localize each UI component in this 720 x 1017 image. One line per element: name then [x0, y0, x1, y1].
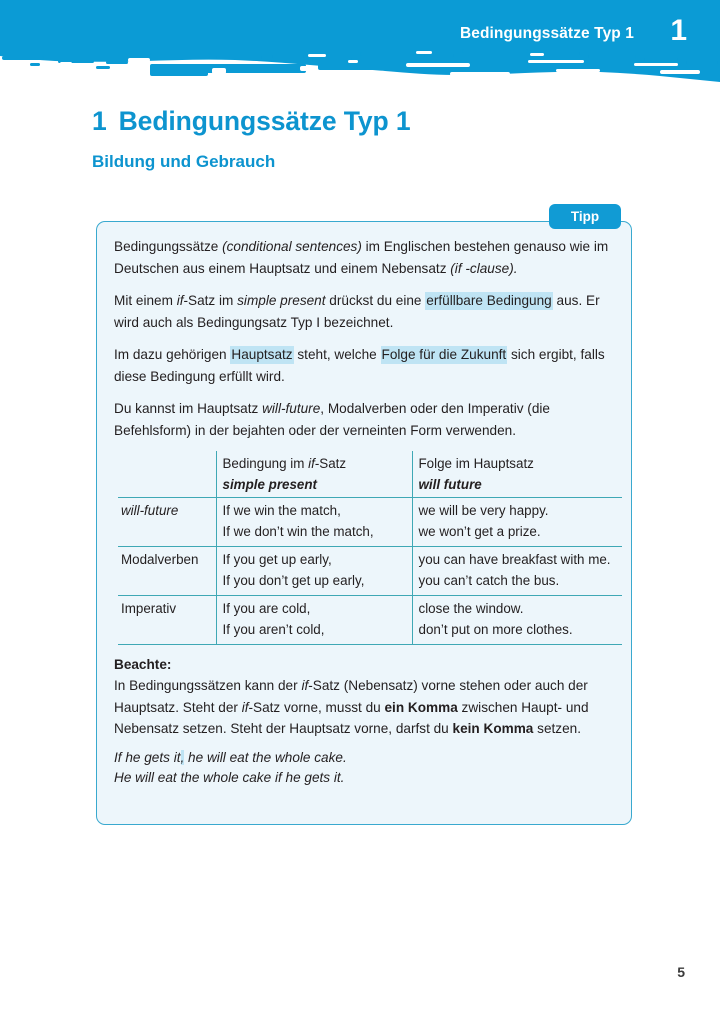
text-run: aus. Er wird auch als Bedingungsatz Typ I bezeichnet. — [114, 293, 600, 330]
text-run: Mit einem — [114, 293, 177, 308]
paragraph-forms — [114, 398, 614, 441]
table-header-empty — [118, 451, 216, 498]
cell-line: If you are cold, — [222, 601, 311, 616]
row-label: Imperativ — [118, 596, 216, 645]
conditional-rules-table — [118, 451, 622, 645]
cell-line: you can’t catch the bus. — [418, 572, 560, 588]
row-label: Modalverben — [118, 547, 216, 596]
table-header-if-clause — [216, 451, 412, 498]
tipp-badge: Tipp — [549, 204, 621, 229]
row-main-cell — [412, 596, 622, 645]
beachte-block — [114, 655, 614, 788]
text-run-bold: ein Komma — [384, 699, 458, 715]
example-sentence-2: He will eat the whole cake if he gets it. — [114, 769, 345, 785]
text-run: im Englischen bestehen genauso wie im Deutschen aus einem Hauptsatz und einem Nebensatz — [114, 239, 609, 276]
header-brush-band — [0, 0, 720, 100]
header-chapter-number: 1 — [670, 14, 687, 47]
text-run-italic: if — [176, 293, 184, 308]
table-header-main-clause — [412, 451, 622, 498]
text-run: -Satz vorne, musst du — [248, 699, 385, 715]
cell-line: If you get up early, — [222, 552, 332, 567]
text-run: Bedingungssätze — [114, 239, 223, 254]
table-header-row — [118, 451, 622, 498]
cell-line: you can have breakfast with me. — [418, 552, 611, 567]
beachte-label: Beachte: — [114, 657, 172, 672]
highlight-folge-fuer-die-zukunft: Folge für die Zukunft — [381, 347, 507, 362]
page-subtitle: Bildung und Gebrauch — [92, 152, 276, 171]
highlight-comma: , — [180, 749, 185, 765]
paragraph-if-clause — [114, 290, 614, 333]
cell-line: don’t put on more clothes. — [418, 621, 573, 637]
highlight-erfuellbare-bedingung: erfüllbare Bedingung — [426, 293, 552, 308]
text-run: , Modalverben oder den Imperativ (die Befehlsform) in der bejahten oder der verneinten Form verwenden. — [114, 401, 550, 438]
paragraph-definition — [114, 236, 614, 279]
text-run: steht, welche — [293, 347, 381, 362]
text-run: -Satz — [314, 456, 347, 471]
text-run-italic: if — [308, 456, 315, 471]
beachte-text — [114, 675, 614, 740]
row-if-cell — [216, 547, 412, 596]
cell-line: close the window. — [418, 601, 524, 616]
paragraph-main-clause — [114, 344, 614, 387]
text-run-italic: (if -clause). — [450, 260, 518, 276]
page-title-number: 1 — [92, 106, 107, 136]
text-run: setzen. — [533, 721, 581, 736]
table-row — [118, 547, 622, 596]
text-run-italic: if — [301, 678, 309, 693]
row-label: will-future — [118, 498, 216, 547]
text-run: -Satz im — [183, 293, 238, 308]
text-run: Bedingung im — [222, 456, 309, 471]
text-run-bold: kein Komma — [452, 721, 534, 736]
row-if-cell — [216, 596, 412, 645]
header-line-1: Folge im Hauptsatz — [418, 456, 534, 471]
page-title — [92, 106, 411, 137]
row-main-cell — [412, 498, 622, 547]
text-run-italic: (conditional sentences) — [222, 239, 362, 254]
text-run-italic: simple present — [237, 293, 326, 308]
page-number: 5 — [677, 964, 685, 980]
text-run: he will eat the whole cake. — [184, 749, 347, 765]
header-line-2: simple present — [222, 476, 318, 492]
example-sentence-1 — [114, 748, 614, 768]
text-run-italic: if — [241, 699, 249, 715]
header-title: Bedingungssätze Typ 1 — [459, 25, 634, 42]
row-main-cell — [412, 547, 622, 596]
text-run-italic: will-future — [262, 401, 321, 416]
tipp-content-box — [96, 221, 632, 825]
text-run: Du kannst im Hauptsatz — [114, 401, 263, 416]
highlight-hauptsatz: Hauptsatz — [231, 347, 293, 362]
cell-line: If you don’t get up early, — [222, 572, 365, 588]
cell-line: If you aren’t cold, — [222, 621, 325, 637]
text-run: sich ergibt, falls diese Bedingung erfüllt wird. — [114, 347, 605, 384]
header-line-1 — [223, 454, 406, 475]
text-run: drückst du eine — [325, 293, 426, 308]
table-row — [118, 596, 622, 645]
text-run: Im dazu gehörigen — [114, 347, 231, 362]
text-run: zwischen Haupt- und Nebensatz setzen. Steht der Hauptsatz vorne, darfst du — [114, 699, 589, 736]
cell-line: If we win the match, — [222, 503, 341, 518]
text-run: -Satz (Nebensatz) vorne stehen oder auch der Hauptsatz. Steht der — [114, 678, 588, 715]
text-run: If he gets it — [114, 749, 181, 765]
cell-line: we will be very happy. — [418, 503, 549, 518]
text-run: In Bedingungssätzen kann der — [114, 678, 302, 693]
row-if-cell — [216, 498, 412, 547]
cell-line: If we don’t win the match, — [222, 523, 374, 539]
cell-line: we won’t get a prize. — [418, 523, 541, 539]
table-row — [118, 498, 622, 547]
header-line-2: will future — [418, 476, 482, 492]
page-title-text: Bedingungssätze Typ 1 — [118, 106, 411, 136]
